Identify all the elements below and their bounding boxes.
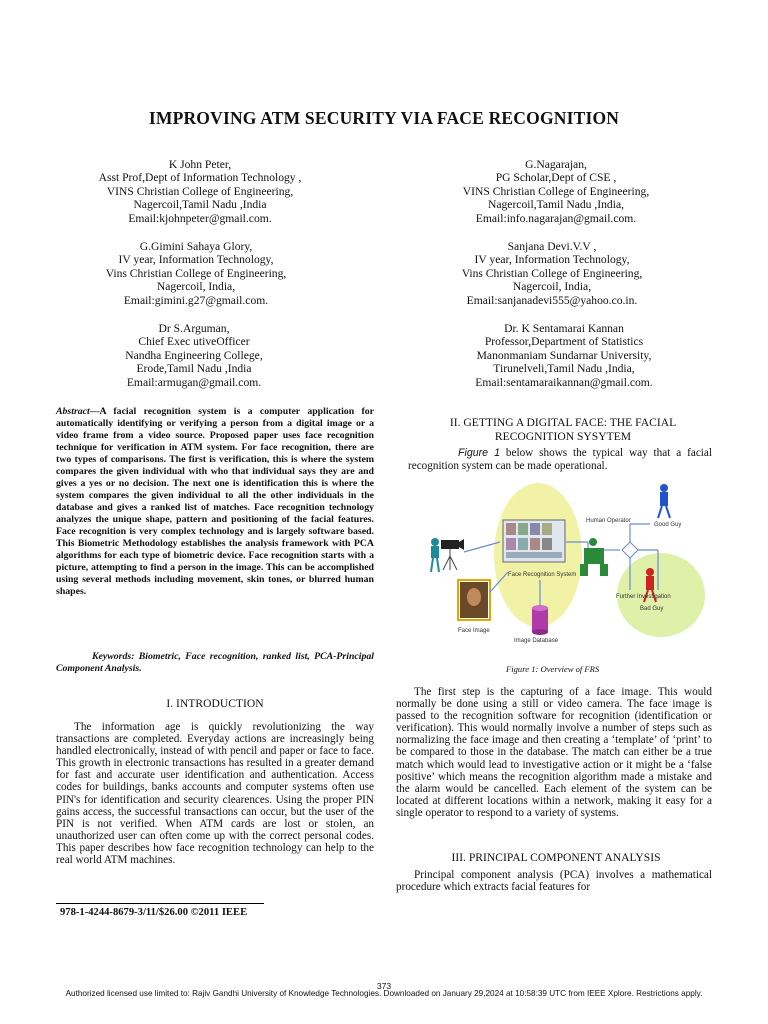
author-line: Sanjana Devi.V.V ,: [507, 240, 597, 253]
label-face-image: Face Image: [458, 628, 490, 634]
author-line: Email:kjohnpeter@gmail.com.: [128, 211, 272, 225]
author-block-6: [414, 322, 714, 389]
label-image-database: Image Database: [514, 638, 559, 644]
footnote-divider: [56, 903, 264, 904]
label-face-recognition-system: Face Recognition System: [508, 572, 577, 578]
author-line: Vins Christian College of Engineering,: [105, 266, 287, 280]
author-line: IV year, Information Technology,: [118, 253, 274, 267]
page-number: 373: [376, 981, 392, 991]
recognition-screen-icon: [503, 520, 565, 562]
camera-operator-icon: [431, 538, 464, 572]
author-line: Email:sanjanadevi555@yahoo.co.in.: [466, 293, 638, 307]
frs-overview-figure: [428, 480, 720, 650]
section-heading-2-line2: RECOGNITION SYSYTEM: [494, 429, 632, 443]
keywords: Keywords: Biometric, Face recognition, ranked list, PCA-Principal Component Analysis.: [56, 651, 374, 674]
abstract-text: A facial recognition system is a computer application for automatically identifying or verifying a person from a digital image or a video frame from a video source. Proposed paper uses face recognition technique for verification in ATM system. For face recognition, there are two types of comparisons. The first is verification, this is where the system compares the given individual with who that individual says they are and gives a yes or no decision. The next one is identification this is where the system compares the given individual to all the other individuals in the database and gives a ranked list of matches. Face recognition technology analyzes the unique shape, pattern and positioning of the facial features. Face recognition is very complex technology and is largely software based. This Biometric Methodology establishes the analysis framework with PCA algorithms for each type of biometric device. Face recognition starts with a picture, attempting to find a person in the image. This can be accomplished using several methods including movement, skin tones, or blurred human shapes.: [56, 406, 374, 597]
author-line: Email:gimini.g27@gmail.com.: [123, 293, 269, 307]
section-heading-2: [404, 416, 722, 443]
author-line: Email:armugan@gmail.com.: [126, 375, 262, 389]
decision-diamond: [622, 542, 638, 558]
author-line: Nandha Engineering College,: [125, 348, 263, 362]
author-line: G.Nagarajan,: [525, 158, 587, 171]
abstract-label: Abstract—: [56, 406, 100, 417]
author-line: Dr. K Sentamarai Kannan: [504, 322, 624, 335]
label-bad-guy: Bad Guy: [640, 606, 664, 612]
author-line: Tirunelveli,Tamil Nadu ,India,: [493, 362, 635, 376]
author-line: Nagercoil, India,: [512, 280, 592, 294]
isbn-footnote: 978-1-4244-8679-3/11/$26.00 ©2011 IEEE: [60, 907, 248, 918]
author-line: Erode,Tamil Nadu ,India: [136, 362, 252, 376]
author-block-3: [46, 240, 346, 307]
author-line: Asst Prof,Dept of Information Technology ,: [98, 171, 302, 185]
author-line: IV year, Information Technology,: [474, 253, 630, 267]
author-line: G.Gimini Sahaya Glory,: [139, 240, 253, 253]
database-icon: [532, 605, 548, 635]
figure-caption: Figure 1: Overview of FRS: [506, 664, 600, 674]
author-block-2: [406, 158, 706, 225]
author-line: Manonmaniam Sundarnar University,: [476, 348, 652, 362]
section-heading-3: III. PRINCIPAL COMPONENT ANALYSIS: [451, 851, 661, 864]
author-line: K John Peter,: [168, 158, 232, 171]
label-further-investigation: Further Investigation: [616, 594, 671, 600]
author-line: PG Scholar,Dept of CSE ,: [495, 171, 617, 185]
author-line: Email:info.nagarajan@gmail.com.: [475, 211, 637, 225]
section-2-intro: [408, 447, 712, 473]
author-block-5: [44, 322, 344, 389]
section-heading-introduction: I. INTRODUCTION: [166, 697, 264, 710]
section-2-intro-text: below shows the typical way that a facial recognition system can be made operational.: [408, 447, 712, 472]
author-line: Nagercoil,Tamil Nadu ,India,: [487, 198, 624, 212]
good-guy-icon: [658, 484, 670, 518]
face-image-icon: [458, 580, 490, 620]
author-line: Nagercoil, India,: [156, 280, 236, 294]
section-3-text: Principal component analysis (PCA) involves a mathematical procedure which extracts facial features for: [396, 869, 712, 894]
author-line: Email:sentamaraikannan@gmail.com.: [475, 375, 653, 389]
author-line: Chief Exec utiveOfficer: [138, 335, 250, 349]
section-2-body: The first step is the capturing of a face image. This would normally be done using a still or video camera. The face image is passed to the recognition software for recognition (identification or verification). This would normally involve a number of steps such as normalizing the face image and then creating a ‘template’ of ‘print’ to be compared to those in the database. The match can either be a true match which would lead to investigative action or it might be a ‘false positive’ which means the recognition algorithm made a mistake and the alarm would be cancelled. Each element of the system can be located at different locations within a network, making it easy for a single operator to respond to a variety of systems.: [396, 686, 712, 819]
author-block-1: [50, 158, 350, 225]
author-line: VINS Christian College of Engineering,: [106, 184, 294, 198]
label-good-guy: Good Guy: [654, 522, 682, 528]
paper-title: IMPROVING ATM SECURITY VIA FACE RECOGNITION: [148, 108, 620, 128]
section-heading-2-line1: II. GETTING A DIGITAL FACE: THE FACIAL: [449, 416, 677, 429]
author-line: Professor,Department of Statistics: [484, 335, 644, 349]
author-line: Nagercoil,Tamil Nadu ,India: [133, 198, 267, 212]
author-line: Vins Christian College of Engineering,: [461, 266, 643, 280]
introduction-text: The information age is quickly revolutionizing the way transactions are completed. Everyday actions are increasingly being handled electronically, instead of with pencil and paper or face to face. This growth in electronic transactions has resulted in a greater demand for fast and accurate user identification and authentication. Access codes for buildings, banks accounts and computer systems often use PIN's for identification and security clearences. Using the proper PIN gains access, the successful transactions can occur, but the user of the PIN is not verified. When ATM cards are lost or stolen, an unauthorized user can often come up with the correct personal codes. This paper describes how face recognition technology can help to the real world ATM machines.: [56, 721, 374, 867]
human-operator-icon: [580, 538, 608, 576]
figure-reference: Figure 1: [458, 447, 500, 459]
author-line: Dr S.Arguman,: [158, 322, 230, 335]
author-line: VINS Christian College of Engineering,: [462, 184, 650, 198]
label-human-operator: Human Operator: [586, 518, 631, 524]
author-block-4: [402, 240, 702, 307]
license-notice: Authorized licensed use limited to: Rajiv Gandhi University of Knowledge Technologies. Downloaded on January 29,2024 at 10:58:39 UTC from IEEE Xplore. Restrictions apply.: [65, 989, 703, 998]
abstract: [56, 406, 374, 598]
